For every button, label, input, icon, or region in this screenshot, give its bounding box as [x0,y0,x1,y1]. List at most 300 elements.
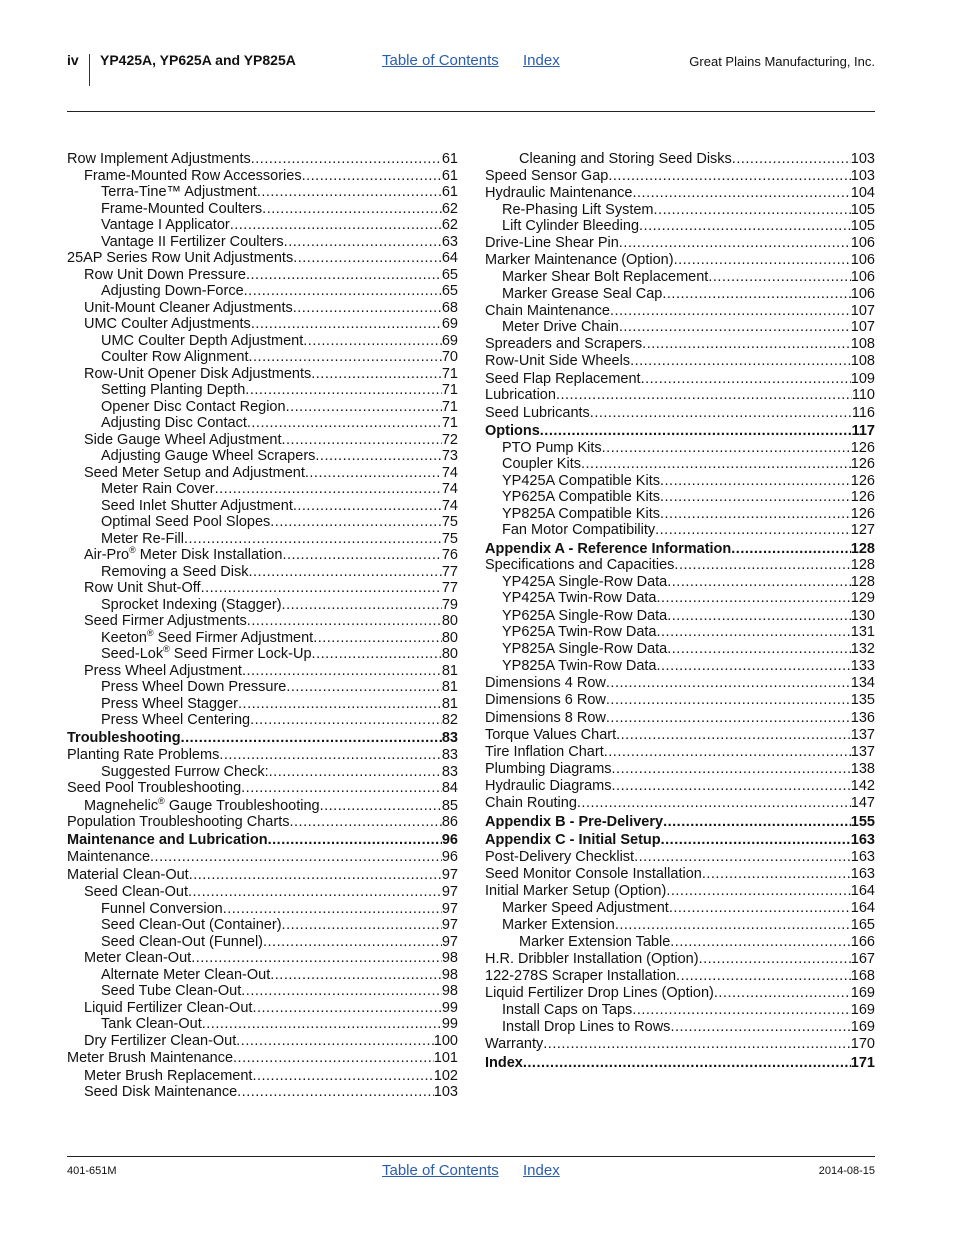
toc-entry-page: 128 [850,540,875,557]
toc-dot-leader [639,218,851,235]
toc-entry[interactable] [485,286,875,303]
toc-dot-leader [661,832,851,849]
toc-entry[interactable] [67,1084,458,1101]
toc-entry[interactable] [67,514,458,531]
toc-entry[interactable] [67,901,458,918]
toc-entry[interactable] [67,234,458,251]
toc-entry-page: 100 [433,1032,458,1049]
toc-entry-page: 163 [850,832,875,848]
toc-entry-label: Speed Sensor Gap [485,167,609,184]
toc-dot-leader [293,250,442,267]
toc-right-column [485,151,875,1071]
toc-dot-leader [219,747,442,764]
toc-dot-leader [656,590,850,607]
toc-dot-leader [252,1068,433,1085]
toc-entry[interactable] [485,387,875,404]
toc-entry[interactable] [485,303,875,320]
toc-dot-leader [676,968,851,985]
toc-entry[interactable] [67,663,458,680]
toc-dot-leader [315,448,441,465]
toc-dot-leader [604,744,851,761]
toc-dot-leader [731,541,851,558]
toc-entry-label: Re-Phasing Lift System [502,201,654,218]
toc-entry[interactable] [485,353,875,370]
toc-dot-leader [305,465,442,482]
toc-entry[interactable] [67,564,458,581]
toc-dot-leader [674,252,851,269]
toc-entry-page: 106 [850,286,875,302]
toc-dot-leader [303,333,442,350]
toc-entry-page: 137 [850,743,875,760]
toc-dot-leader [608,168,850,185]
toc-entry[interactable] [485,440,875,457]
toc-entry[interactable] [67,267,458,284]
toc-entry[interactable] [485,456,875,473]
toc-entry-label: Press Wheel Centering [101,712,251,728]
toc-entry[interactable] [485,235,875,252]
toc-entry[interactable] [67,597,458,614]
toc-entry[interactable] [67,814,458,831]
toc-entry[interactable] [485,541,875,558]
toc-entry[interactable] [485,185,875,202]
toc-dot-leader [181,730,442,747]
toc-entry[interactable] [485,675,875,692]
toc-entry-label: YP425A Twin-Row Data [502,590,657,606]
toc-entry[interactable] [485,832,875,849]
toc-entry-page: 165 [850,916,875,933]
toc-entry[interactable] [67,934,458,951]
toc-dot-leader [615,917,851,934]
toc-entry-label: Meter Re-Fill [101,530,184,547]
toc-dot-leader [610,303,851,320]
toc-entry-label: Initial Marker Setup (Option) [485,882,667,899]
toc-entry-page: 103 [850,151,875,167]
header-toc-link[interactable]: Table of Contents [382,52,499,69]
toc-entry[interactable] [485,761,875,778]
toc-dot-leader [286,399,442,416]
toc-entry-label: Vantage II Fertilizer Coulters [101,233,284,250]
toc-entry-label: Seed Lubricants [485,404,590,421]
toc-entry[interactable] [67,580,458,597]
toc-entry-page: 83 [441,763,458,780]
toc-dot-leader [236,1033,434,1050]
toc-entry-page: 126 [850,439,875,456]
manual-title: YP425A, YP625A and YP825A [100,52,296,68]
toc-dot-leader [237,1084,434,1101]
toc-dot-leader [556,387,852,404]
toc-entry[interactable] [67,747,458,764]
toc-entry-label: Coulter Row Alignment [101,349,249,365]
toc-entry-label: Press Wheel Stagger [101,695,239,712]
toc-entry[interactable] [485,371,875,388]
toc-dot-leader [669,900,851,917]
toc-entry[interactable] [67,884,458,901]
toc-entry-label: Row Implement Adjustments [67,151,251,167]
toc-entry-label: Marker Shear Bolt Replacement [502,268,709,285]
toc-entry-label: Dimensions 6 Row [485,692,606,708]
toc-entry[interactable] [67,168,458,185]
toc-entry-page: 61 [441,184,458,200]
toc-entry[interactable] [485,795,875,812]
toc-entry[interactable] [485,202,875,219]
toc-entry-label: Liquid Fertilizer Clean-Out [84,999,253,1016]
toc-entry-page: 129 [850,590,875,606]
toc-dot-leader [263,934,442,951]
toc-entry[interactable] [67,983,458,1000]
toc-entry-page: 128 [850,557,875,573]
toc-entry[interactable] [67,730,458,747]
toc-entry-page: 134 [850,674,875,691]
toc-dot-leader [660,489,851,506]
toc-entry[interactable] [485,1055,875,1072]
toc-entry[interactable] [67,300,458,317]
toc-entry[interactable] [485,849,875,866]
toc-entry[interactable] [485,489,875,506]
toc-entry-page: 169 [850,1002,875,1018]
toc-entry-label: Marker Grease Seal Cap [502,286,663,302]
toc-entry-page: 133 [850,658,875,674]
toc-dot-leader [662,286,850,303]
toc-entry-label: Removing a Seed Disk [101,563,249,580]
toc-entry-page: 98 [441,983,458,999]
toc-entry-page: 132 [850,640,875,657]
footer-toc-link[interactable]: Table of Contents [382,1162,499,1179]
toc-entry-page: 69 [441,332,458,349]
toc-dot-leader [577,795,851,812]
toc-entry-label: Marker Speed Adjustment [502,900,669,916]
toc-entry[interactable] [485,951,875,968]
toc-entry-label: Post-Delivery Checklist [485,848,635,865]
toc-entry-page: 147 [850,795,875,811]
toc-entry[interactable] [485,968,875,985]
toc-dot-leader [523,1055,851,1072]
toc-entry-label: Optimal Seed Pool Slopes [101,514,271,530]
toc-dot-leader [667,574,851,591]
toc-entry-label: Meter Brush Replacement [84,1067,253,1084]
toc-entry-label: Marker Maintenance (Option) [485,252,674,268]
toc-entry-label: Torque Values Chart [485,727,617,743]
toc-entry-label: UMC Coulter Depth Adjustment [101,332,304,349]
toc-entry-label: Adjusting Gauge Wheel Scrapers [101,448,316,464]
toc-dot-leader [252,1000,441,1017]
toc-entry-label: Spreaders and Scrapers [485,335,643,352]
toc-entry[interactable] [485,269,875,286]
toc-entry-label: Lubrication [485,387,556,403]
toc-entry-label: YP625A Single-Row Data [502,607,668,624]
toc-dot-leader [293,498,442,515]
toc-entry-label: Meter Rain Cover [101,481,215,497]
toc-entry[interactable] [67,795,458,815]
toc-entry-label: Lift Cylinder Bleeding [502,218,640,234]
toc-entry-label: Marker Extension [502,916,615,933]
toc-dot-leader [699,951,851,968]
toc-dot-leader [282,917,442,934]
toc-entry[interactable] [67,448,458,465]
toc-dot-leader [184,531,442,548]
toc-entry-label: Seed Tube Clean-Out [101,983,242,999]
toc-entry[interactable] [485,1019,875,1036]
header-index-link[interactable]: Index [523,52,560,69]
toc-entry-page: 108 [850,353,875,369]
toc-entry[interactable] [67,465,458,482]
toc-dot-leader [667,641,851,658]
toc-dot-leader [230,217,442,234]
toc-entry-label: Seed Meter Setup and Adjustment [84,464,305,481]
toc-entry-label: Hydraulic Diagrams [485,777,612,794]
toc-entry-label: Dimensions 8 Row [485,709,606,726]
toc-dot-leader [602,440,851,457]
toc-entry[interactable] [485,814,875,831]
toc-entry[interactable] [485,423,875,440]
toc-entry-page: 169 [850,1018,875,1035]
toc-entry-label: Seed Inlet Shutter Adjustment [101,497,293,514]
toc-entry-label: Seed Disk Maintenance [84,1084,238,1100]
toc-entry[interactable] [67,349,458,366]
toc-entry[interactable] [485,710,875,727]
toc-entry-label: Dimensions 4 Row [485,674,606,691]
toc-entry-label: 122-278S Scraper Installation [485,968,677,984]
toc-entry[interactable] [485,778,875,795]
toc-dot-leader [660,506,851,523]
toc-entry-label: Maintenance and Lubrication [67,831,268,848]
toc-entry[interactable] [67,432,458,449]
toc-entry-label: Opener Disc Contact Region [101,398,286,415]
toc-entry[interactable] [485,557,875,574]
toc-entry[interactable] [67,679,458,696]
toc-entry-label: Terra-Tine™ Adjustment [101,184,257,200]
toc-entry[interactable] [485,658,875,675]
toc-entry[interactable] [67,950,458,967]
toc-entry-label: Install Drop Lines to Rows [502,1018,671,1035]
toc-entry[interactable] [67,498,458,515]
toc-entry-page: 61 [441,167,458,184]
toc-entry-page: 106 [850,252,875,268]
toc-dot-leader [247,415,442,432]
toc-entry-label: Air-Pro® Meter Disk Installation [84,545,283,563]
toc-entry[interactable] [485,168,875,185]
toc-entry[interactable] [67,382,458,399]
toc-dot-leader [606,710,851,727]
toc-entry[interactable] [67,967,458,984]
toc-entry-page: 102 [433,1067,458,1084]
toc-entry[interactable] [67,399,458,416]
toc-dot-leader [606,692,851,709]
toc-entry[interactable] [67,646,458,663]
toc-entry-page: 142 [850,777,875,794]
toc-dot-leader [674,557,850,574]
toc-entry[interactable] [67,531,458,548]
toc-entry-label: YP625A Twin-Row Data [502,624,657,640]
toc-entry[interactable] [485,574,875,591]
toc-entry-page: 137 [850,727,875,743]
toc-entry-page: 136 [850,709,875,726]
toc-entry[interactable] [67,217,458,234]
toc-dot-leader [590,405,852,422]
toc-dot-leader [663,814,851,831]
toc-entry-page: 99 [441,999,458,1016]
toc-entry-page: 65 [441,283,458,299]
toc-entry[interactable] [485,727,875,744]
toc-dot-leader [633,185,851,202]
toc-dot-leader [150,849,442,866]
toc-entry-page: 98 [441,950,458,966]
toc-entry-page: 86 [441,814,458,830]
toc-dot-leader [312,646,442,663]
toc-dot-leader [293,300,442,317]
toc-entry-page: 96 [441,849,458,865]
toc-entry[interactable] [485,744,875,761]
toc-entry[interactable] [67,712,458,729]
toc-dot-leader [188,884,442,901]
toc-dot-leader [189,867,442,884]
toc-entry[interactable] [485,218,875,235]
toc-entry-label: Seed-Lok® Seed Firmer Lock-Up [101,644,312,662]
toc-dot-leader [241,780,442,797]
toc-entry[interactable] [485,1036,875,1053]
toc-entry[interactable] [67,613,458,630]
toc-left-column [67,151,458,1101]
toc-entry[interactable] [67,764,458,781]
toc-entry-label: YP625A Compatible Kits [502,489,660,505]
toc-entry[interactable] [485,866,875,883]
toc-entry-page: 68 [441,299,458,316]
toc-entry[interactable] [485,985,875,1002]
toc-entry[interactable] [67,283,458,300]
toc-entry[interactable] [485,252,875,269]
toc-entry[interactable] [67,250,458,267]
toc-entry-page: 77 [441,563,458,580]
toc-entry[interactable] [485,641,875,658]
toc-entry-page: 74 [441,481,458,497]
toc-entry-page: 71 [441,398,458,415]
toc-entry[interactable] [67,201,458,218]
toc-entry[interactable] [485,917,875,934]
toc-entry-page: 127 [850,522,875,538]
toc-dot-leader [311,366,442,383]
toc-dot-leader [286,679,442,696]
toc-entry-label: Dry Fertilizer Clean-Out [84,1032,237,1049]
toc-entry[interactable] [67,547,458,564]
toc-entry-label: Meter Clean-Out [84,950,192,966]
toc-dot-leader [660,473,851,490]
toc-entry[interactable] [67,627,458,647]
toc-entry-page: 126 [850,505,875,522]
toc-entry[interactable] [485,608,875,625]
toc-entry[interactable] [485,319,875,336]
toc-entry-label: Keeton® Seed Firmer Adjustment [101,627,314,646]
toc-dot-leader [612,778,851,795]
toc-entry[interactable] [485,336,875,353]
toc-entry-label: Seed Monitor Console Installation [485,866,702,882]
toc-entry-page: 75 [441,514,458,530]
toc-entry[interactable] [67,917,458,934]
toc-entry-label: YP825A Compatible Kits [502,505,660,522]
toc-entry-label: 25AP Series Row Unit Adjustments [67,250,294,266]
toc-entry-page: 106 [850,234,875,251]
toc-entry[interactable] [485,506,875,523]
toc-entry[interactable] [67,832,458,849]
toc-dot-leader [619,235,851,252]
toc-entry[interactable] [67,415,458,432]
toc-entry[interactable] [67,184,458,201]
toc-entry[interactable] [67,333,458,350]
toc-dot-leader [282,547,441,564]
toc-entry-label: Tank Clean-Out [101,1016,202,1032]
toc-entry-page: 97 [441,917,458,933]
toc-entry-page: 80 [441,646,458,662]
toc-entry[interactable] [485,883,875,900]
toc-dot-leader [634,849,851,866]
toc-dot-leader [242,663,442,680]
toc-entry-page: 62 [441,217,458,233]
toc-entry[interactable] [67,696,458,713]
toc-entry[interactable] [67,1016,458,1033]
toc-entry[interactable] [485,934,875,951]
toc-dot-leader [251,316,442,333]
toc-entry[interactable] [67,1068,458,1085]
toc-entry-label: Suggested Furrow Check: [101,763,269,780]
toc-entry-page: 135 [850,692,875,708]
toc-entry-label: Adjusting Down-Force [101,283,244,299]
toc-entry[interactable] [67,849,458,866]
page-number: iv [67,52,79,68]
toc-entry[interactable] [67,1050,458,1067]
toc-entry[interactable] [67,151,458,168]
toc-entry[interactable] [485,590,875,607]
toc-entry[interactable] [485,624,875,641]
toc-entry-label: Meter Brush Maintenance [67,1050,234,1066]
toc-entry[interactable] [67,481,458,498]
toc-dot-leader [269,764,442,781]
toc-entry-page: 170 [850,1036,875,1052]
toc-dot-leader [732,151,851,168]
toc-entry[interactable] [485,1002,875,1019]
toc-entry-page: 80 [441,613,458,629]
toc-entry-label: Tire Inflation Chart [485,743,604,760]
toc-entry-label: Sprocket Indexing (Stagger) [101,596,282,613]
toc-dot-leader [320,798,442,815]
toc-dot-leader [268,832,442,849]
toc-entry[interactable] [485,692,875,709]
toc-entry-label: Index [485,1054,523,1071]
toc-dot-leader [245,382,442,399]
revision-date: 2014-08-15 [818,1165,875,1177]
toc-entry-label: Adjusting Disc Contact [101,415,247,431]
toc-entry[interactable] [67,366,458,383]
toc-entry[interactable] [67,316,458,333]
toc-entry[interactable] [67,867,458,884]
toc-entry-label: Row Unit Down Pressure [84,266,246,283]
toc-entry[interactable] [485,900,875,917]
toc-entry[interactable] [67,780,458,797]
toc-entry[interactable] [485,522,875,539]
toc-entry-page: 81 [441,679,458,695]
toc-dot-leader [543,1036,851,1053]
toc-entry-page: 168 [850,968,875,984]
toc-entry[interactable] [67,1033,458,1050]
toc-entry[interactable] [485,405,875,422]
toc-entry-label: Seed Pool Troubleshooting [67,780,242,796]
toc-entry-label: Plumbing Diagrams [485,761,612,777]
toc-entry-page: 109 [850,370,875,387]
toc-dot-leader [257,184,442,201]
toc-entry[interactable] [485,151,875,168]
footer-index-link[interactable]: Index [523,1162,560,1179]
toc-entry-label: Options [485,423,540,439]
toc-entry[interactable] [485,473,875,490]
toc-entry[interactable] [67,1000,458,1017]
toc-dot-leader [289,814,441,831]
